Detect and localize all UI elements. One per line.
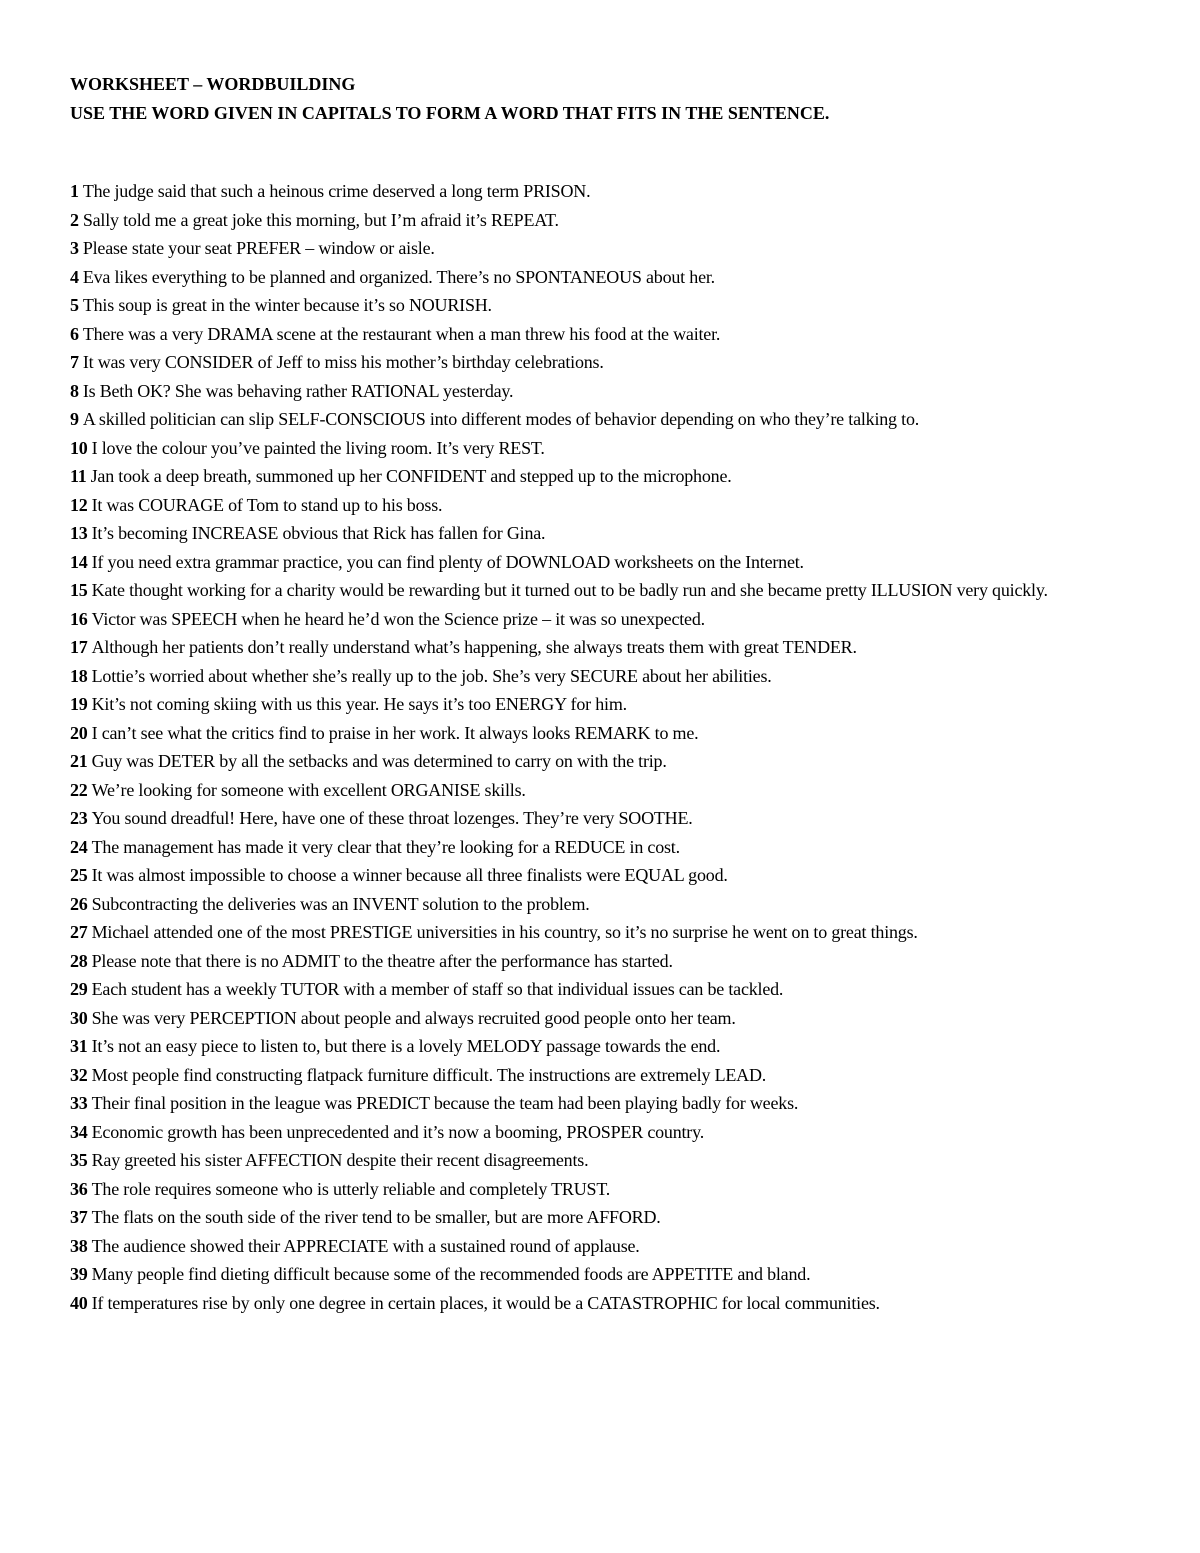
- question-number: 9: [70, 409, 79, 429]
- question-number: 38: [70, 1235, 88, 1256]
- question-text: Sally told me a great joke this morning, but I’m afraid it’s REPEAT.: [82, 209, 559, 230]
- question-number: 1: [70, 181, 79, 201]
- worksheet-page: [70, 70, 1160, 1317]
- question-text: Eva likes everything to be planned and organized. There’s no SPONTANEOUS about her.: [82, 266, 715, 287]
- question-item: [70, 690, 1160, 719]
- worksheet-title: WORKSHEET – WORDBUILDING: [70, 74, 356, 94]
- question-item: [70, 491, 1160, 520]
- question-item: [70, 719, 1160, 748]
- question-number: 31: [70, 1036, 88, 1056]
- question-item: [70, 377, 1160, 406]
- question-text: A skilled politician can slip SELF-CONSCIOUS into different modes of behavior depending on who they’re talking to.: [82, 409, 920, 429]
- question-number: 25: [70, 865, 88, 885]
- question-item: [70, 348, 1160, 377]
- question-text: Many people find dieting difficult because some of the recommended foods are APPETITE and bland.: [91, 1264, 811, 1284]
- question-item: [70, 177, 1160, 206]
- question-number: 16: [70, 608, 88, 629]
- question-number: 23: [70, 808, 88, 828]
- question-text: The judge said that such a heinous crime deserved a long term PRISON.: [82, 181, 591, 201]
- question-number: 4: [70, 266, 79, 287]
- question-text: Michael attended one of the most PRESTIGE universities in his country, so it’s no surprise he went on to great things.: [91, 922, 918, 942]
- question-text: Please state your seat PREFER – window or aisle.: [82, 238, 435, 258]
- question-text: If temperatures rise by only one degree in certain places, it would be a CATASTROPHIC for local communities.: [91, 1292, 880, 1313]
- question-item: [70, 405, 1160, 434]
- question-number: 17: [70, 637, 88, 657]
- question-item: [70, 890, 1160, 919]
- question-text: I can’t see what the critics find to praise in her work. It always looks REMARK to me.: [91, 722, 699, 743]
- question-number: 33: [70, 1093, 88, 1113]
- question-item: [70, 263, 1160, 292]
- question-text: Ray greeted his sister AFFECTION despite their recent disagreements.: [91, 1150, 589, 1170]
- question-item: [70, 206, 1160, 235]
- question-item: [70, 1289, 1160, 1318]
- question-item: [70, 804, 1160, 833]
- question-text: I love the colour you’ve painted the living room. It’s very REST.: [91, 437, 545, 458]
- question-item: [70, 576, 1160, 605]
- question-item: [70, 1061, 1160, 1090]
- question-item: [70, 1232, 1160, 1261]
- question-item: [70, 1175, 1160, 1204]
- question-number: 27: [70, 922, 88, 942]
- question-text: Each student has a weekly TUTOR with a member of staff so that individual issues can be tackled.: [91, 979, 784, 999]
- question-text: Is Beth OK? She was behaving rather RATIONAL yesterday.: [82, 380, 514, 401]
- question-text: Kit’s not coming skiing with us this year. He says it’s too ENERGY for him.: [91, 694, 627, 714]
- question-text: Lottie’s worried about whether she’s really up to the job. She’s very SECURE about her abilities.: [91, 665, 772, 686]
- worksheet-instruction: USE THE WORD GIVEN IN CAPITALS TO FORM A WORD THAT FITS IN THE SENTENCE.: [70, 103, 830, 123]
- question-text: She was very PERCEPTION about people and always recruited good people onto her team.: [91, 1007, 736, 1028]
- question-number: 19: [70, 694, 88, 714]
- question-item: [70, 747, 1160, 776]
- question-number: 34: [70, 1121, 88, 1142]
- question-item: [70, 1203, 1160, 1232]
- question-number: 37: [70, 1207, 88, 1227]
- question-number: 12: [70, 494, 88, 515]
- question-number: 5: [70, 295, 79, 315]
- question-text: It was COURAGE of Tom to stand up to his boss.: [91, 494, 443, 515]
- question-item: [70, 519, 1160, 548]
- question-number: 22: [70, 779, 88, 800]
- question-item: [70, 291, 1160, 320]
- question-text: This soup is great in the winter because it’s so NOURISH.: [82, 295, 492, 315]
- question-number: 30: [70, 1007, 88, 1028]
- question-text: The management has made it very clear that they’re looking for a REDUCE in cost.: [91, 836, 680, 857]
- question-item: [70, 1004, 1160, 1033]
- question-number: 35: [70, 1150, 88, 1170]
- question-item: [70, 320, 1160, 349]
- question-number: 2: [70, 209, 79, 230]
- question-text: Please note that there is no ADMIT to the theatre after the performance has started.: [91, 950, 673, 971]
- question-text: It’s becoming INCREASE obvious that Rick has fallen for Gina.: [91, 523, 546, 543]
- question-number: 39: [70, 1264, 88, 1284]
- question-number: 20: [70, 722, 88, 743]
- question-text: The flats on the south side of the river tend to be smaller, but are more AFFORD.: [91, 1207, 661, 1227]
- question-item: [70, 1146, 1160, 1175]
- question-item: [70, 975, 1160, 1004]
- question-item: [70, 662, 1160, 691]
- question-item: [70, 833, 1160, 862]
- question-number: 10: [70, 437, 88, 458]
- question-item: [70, 462, 1160, 491]
- question-item: [70, 1032, 1160, 1061]
- question-number: 8: [70, 380, 79, 401]
- question-number: 11: [70, 466, 87, 486]
- question-item: [70, 776, 1160, 805]
- question-item: [70, 605, 1160, 634]
- question-text: Guy was DETER by all the setbacks and was determined to carry on with the trip.: [91, 751, 667, 771]
- question-text: There was a very DRAMA scene at the restaurant when a man threw his food at the waiter.: [82, 323, 721, 344]
- question-number: 32: [70, 1064, 88, 1085]
- question-number: 26: [70, 893, 88, 914]
- question-number: 13: [70, 523, 88, 543]
- question-item: [70, 1260, 1160, 1289]
- question-number: 29: [70, 979, 88, 999]
- question-number: 21: [70, 751, 88, 771]
- question-item: [70, 947, 1160, 976]
- question-number: 6: [70, 323, 79, 344]
- question-item: [70, 434, 1160, 463]
- question-item: [70, 548, 1160, 577]
- question-text: The role requires someone who is utterly reliable and completely TRUST.: [91, 1178, 611, 1199]
- question-text: Their final position in the league was PREDICT because the team had been playing badly for weeks.: [91, 1093, 799, 1113]
- question-text: The audience showed their APPRECIATE with a sustained round of applause.: [91, 1235, 640, 1256]
- question-item: [70, 861, 1160, 890]
- question-number: 14: [70, 551, 88, 572]
- question-number: 7: [70, 352, 79, 372]
- question-text: Most people find constructing flatpack furniture difficult. The instructions are extremely LEAD.: [91, 1064, 767, 1085]
- question-number: 40: [70, 1292, 88, 1313]
- question-number: 15: [70, 580, 88, 600]
- question-text: Economic growth has been unprecedented and it’s now a booming, PROSPER country.: [91, 1121, 705, 1142]
- question-text: It was very CONSIDER of Jeff to miss his mother’s birthday celebrations.: [82, 352, 604, 372]
- question-number: 3: [70, 238, 79, 258]
- question-number: 28: [70, 950, 88, 971]
- question-text: Kate thought working for a charity would be rewarding but it turned out to be badly run and she became pretty ILLUSION very quickly.: [91, 580, 1048, 600]
- question-number: 24: [70, 836, 88, 857]
- question-text: If you need extra grammar practice, you can find plenty of DOWNLOAD worksheets on the Internet.: [91, 551, 804, 572]
- question-number: 18: [70, 665, 88, 686]
- question-text: We’re looking for someone with excellent ORGANISE skills.: [91, 779, 526, 800]
- question-text: Subcontracting the deliveries was an INVENT solution to the problem.: [91, 893, 590, 914]
- question-item: [70, 918, 1160, 947]
- question-text: It’s not an easy piece to listen to, but there is a lovely MELODY passage towards the end.: [91, 1036, 721, 1056]
- question-item: [70, 1118, 1160, 1147]
- question-text: Although her patients don’t really understand what’s happening, she always treats them with great TENDER.: [91, 637, 857, 657]
- question-item: [70, 234, 1160, 263]
- question-item: [70, 1089, 1160, 1118]
- question-text: You sound dreadful! Here, have one of these throat lozenges. They’re very SOOTHE.: [91, 808, 693, 828]
- question-item: [70, 633, 1160, 662]
- question-text: It was almost impossible to choose a winner because all three finalists were EQUAL good.: [91, 865, 728, 885]
- question-text: Jan took a deep breath, summoned up her CONFIDENT and stepped up to the microphone.: [90, 466, 732, 486]
- question-list: [70, 177, 1160, 1317]
- question-number: 36: [70, 1178, 88, 1199]
- question-text: Victor was SPEECH when he heard he’d won the Science prize – it was so unexpected.: [91, 608, 705, 629]
